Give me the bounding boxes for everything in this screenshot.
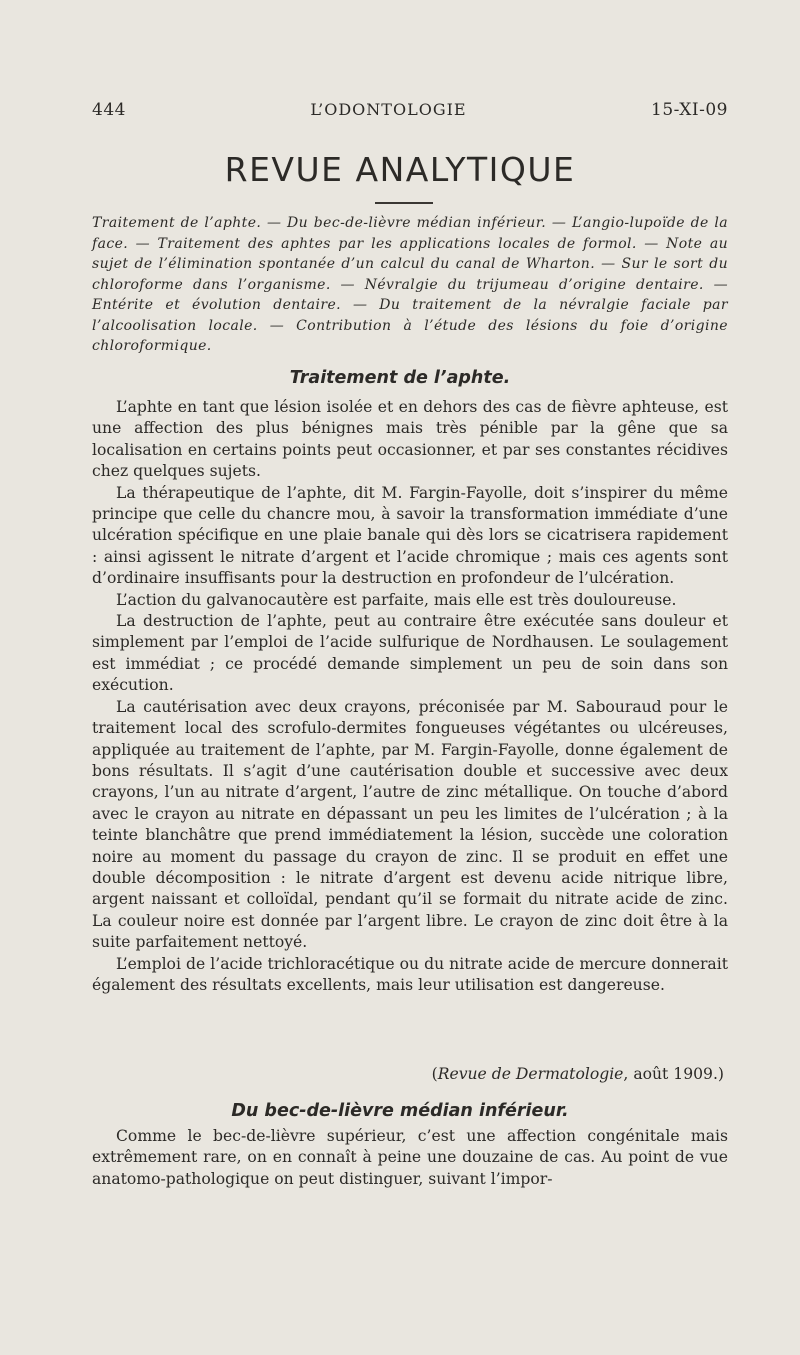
section-body-aphte — [92, 397, 728, 996]
citation-open: ( — [431, 1065, 438, 1083]
citation-journal: Revue de Dermatologie — [437, 1065, 624, 1083]
citation — [432, 1065, 724, 1083]
paragraph: La thérapeutique de l’aphte, dit M. Fargin-Fayolle, doit s’inspirer du même principe que celle du chancre mou, à savoir la transformation immédiate d’une ulcération spécifique en une plaie banale qui dès lors se cicatrisera rapidement : ainsi agissent le nitrate d’argent et l’acide chromique ; mais ces agents sont d’ordinaire insuffisants pour la destruction en profondeur de l’ulcération. — [92, 483, 728, 588]
citation-date: , août 1909.) — [623, 1065, 724, 1083]
running-header — [92, 100, 728, 120]
page-number: 444 — [92, 100, 126, 120]
paragraph: Comme le bec-de-lièvre supérieur, c’est une affection congénitale mais extrêmement rare, on en connaît à peine une douzaine de cas. Au point de vue anatomo-pathologique on peut distinguer, suivant l’impor- — [92, 1127, 728, 1188]
issue-date: 15-XI-09 — [651, 100, 728, 120]
contents-summary: Traitement de l’aphte. — Du bec-de-lièvre médian inférieur. — L’angio-lupoïde de la face. — Traitement des aphtes par les applications locales de formol. — Note au sujet de l’élimination spontanée d’un calcul du canal de Wharton. — Sur le sort du chloroforme dans l’organisme. — Névralgie du trijumeau d’origine dentaire. — Entérite et évolution dentaire. — Du traitement de la névralgie faciale par l’alcoolisation locale. — Contribution à l’étude des lésions du foie d’origine chloroformique. — [92, 215, 728, 354]
page-title: REVUE ANALYTIQUE — [224, 150, 576, 189]
paragraph: La cautérisation avec deux crayons, préconisée par M. Sabouraud pour le traitement local des scrofulo-dermites fongueuses végétantes ou ulcéreuses, appliquée au traitement de l’aphte, par M. Fargin-Fayolle, donne également de bons résultats. Il s’agit d’une cautérisation double et successive avec deux crayons, l’un au nitrate d’argent, l’autre de zinc métallique. On touche d’abord avec le crayon au nitrate en dépassant un peu les limites de l’ulcération ; à la teinte blanchâtre que prend immédiatement la lésion, succède une coloration noire au moment du passage du crayon de zinc. Il se produit en effet une double décomposition : le nitrate d’argent est devenu acide nitrique libre, argent naissant et colloïdal, pendant qu’il se formait du nitrate acide de zinc. La couleur noire est donnée par l’argent libre. Le crayon de zinc doit être à la suite parfaitement nettoyé. — [92, 697, 728, 952]
paragraph: L’emploi de l’acide trichloracétique ou du nitrate acide de mercure donnerait également des résultats excellents, mais leur utilisation est dangereuse. — [92, 954, 728, 994]
title-rule — [375, 202, 433, 204]
section-title-bec-de-lievre: Du bec-de-lièvre médian inférieur. — [231, 1101, 569, 1121]
paragraph: L’action du galvanocautère est parfaite, mais elle est très douloureuse. — [116, 590, 677, 609]
journal-title: L’ODONTOLOGIE — [310, 100, 467, 119]
paragraph: L’aphte en tant que lésion isolée et en dehors des cas de fièvre aphteuse, est une affection des plus bénignes mais très pénible par la gêne que sa localisation en certains points peut occasionner, et par ses constantes récidives chez quelques sujets. — [92, 398, 728, 481]
paragraph: La destruction de l’aphte, peut au contraire être exécutée sans douleur et simplement par l’emploi de l’acide sulfurique de Nordhausen. Le soulagement est immédiat ; ce procédé demande simplement un peu de soin dans son exécution. — [92, 612, 728, 695]
section-body-bec-de-lievre — [92, 1126, 728, 1190]
section-title-aphte: Traitement de l’aphte. — [289, 368, 511, 388]
